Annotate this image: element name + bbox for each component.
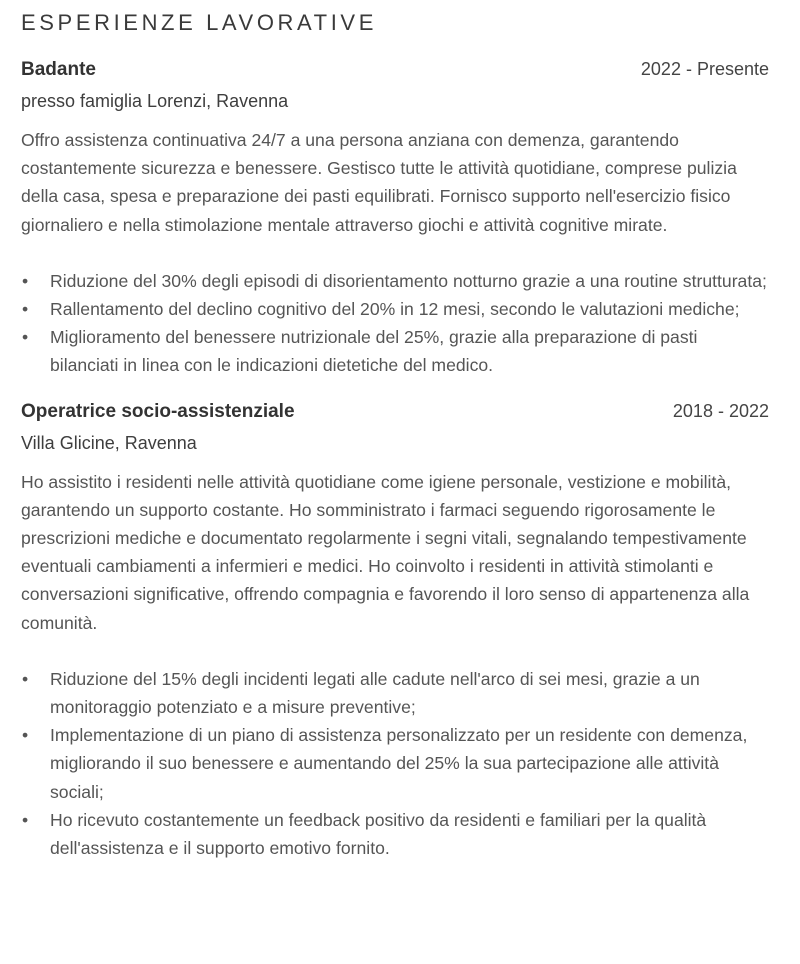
list-item-text: Rallentamento del declino cognitivo del 20% in 12 mesi, secondo le valutazioni mediche; <box>50 299 740 320</box>
job-description: Offro assistenza continuativa 24/7 a una persona anziana con demenza, garantendo costantemente sicurezza e benessere. Gestisco tutte le attività quotidiane, comprese pulizia della casa, spesa e preparazione dei pasti equilibrati. Fornisco supporto nell'esercizio fisico giornaliero e nella stimolazione mentale attraverso giochi e attività cognitive mirate. <box>21 130 737 235</box>
list-item-text: Riduzione del 15% degli incidenti legati alle cadute nell'arco di sei mesi, grazie a un monitoraggio potenziato e a misure preventive; <box>50 668 700 718</box>
list-item-text: Ho ricevuto costantemente un feedback positivo da residenti e familiari per la qualità dell'assistenza e il supporto emotivo fornito. <box>50 809 707 859</box>
list-item-text: Miglioramento del benessere nutrizionale del 25%, grazie alla preparazione di pasti bilanciati in linea con le indicazioni dietetiche del medico. <box>50 327 698 376</box>
job-title: Operatrice socio-assistenziale <box>21 400 295 422</box>
job-dates: 2022 - Presente <box>640 59 769 79</box>
section-title: ESPERIENZE LAVORATIVE <box>21 10 377 35</box>
job-description: Ho assistito i residenti nelle attività quotidiane come igiene personale, vestizione e mobilità, garantendo un supporto costante. Ho somministrato i farmaci seguendo rigorosamente le prescrizioni mediche e documentato regolarmente i segni vitali, segnalando tempestivamente eventuali cambiamenti a infermieri e medici. Ho coinvolto i residenti in attività stimolanti e conversazioni significative, offrendo compagnia e favorendo il loro senso di appartenenza alla comunità. <box>21 471 750 633</box>
job-header <box>21 56 769 83</box>
list-item <box>21 267 769 295</box>
job-employer: presso famiglia Lorenzi, Ravenna <box>21 91 289 111</box>
bullet-icon: • <box>22 299 29 320</box>
job-entry-operatrice <box>21 398 769 863</box>
bullet-icon: • <box>22 668 29 689</box>
bullet-icon: • <box>22 327 29 348</box>
job-title: Badante <box>21 59 96 80</box>
job-dates: 2018 - 2022 <box>672 400 769 421</box>
job-achievements-list <box>21 665 769 862</box>
bullet-icon: • <box>22 809 29 830</box>
list-item-text: Implementazione di un piano di assistenza personalizzato per un residente con demenza, migliorando il suo benessere e aumentando del 25% la sua partecipazione alle attività sociali; <box>50 725 748 802</box>
list-item <box>21 665 769 721</box>
list-item <box>21 323 769 379</box>
list-item <box>21 721 769 806</box>
list-item-text: Riduzione del 30% degli episodi di disorientamento notturno grazie a una routine strutturata; <box>50 270 767 291</box>
job-header <box>21 398 769 425</box>
list-item <box>21 295 769 323</box>
bullet-icon: • <box>22 725 29 746</box>
list-item <box>21 806 769 862</box>
job-entry-badante <box>21 56 769 380</box>
job-employer: Villa Glicine, Ravenna <box>21 432 197 453</box>
bullet-icon: • <box>22 270 29 291</box>
job-achievements-list <box>21 267 769 380</box>
